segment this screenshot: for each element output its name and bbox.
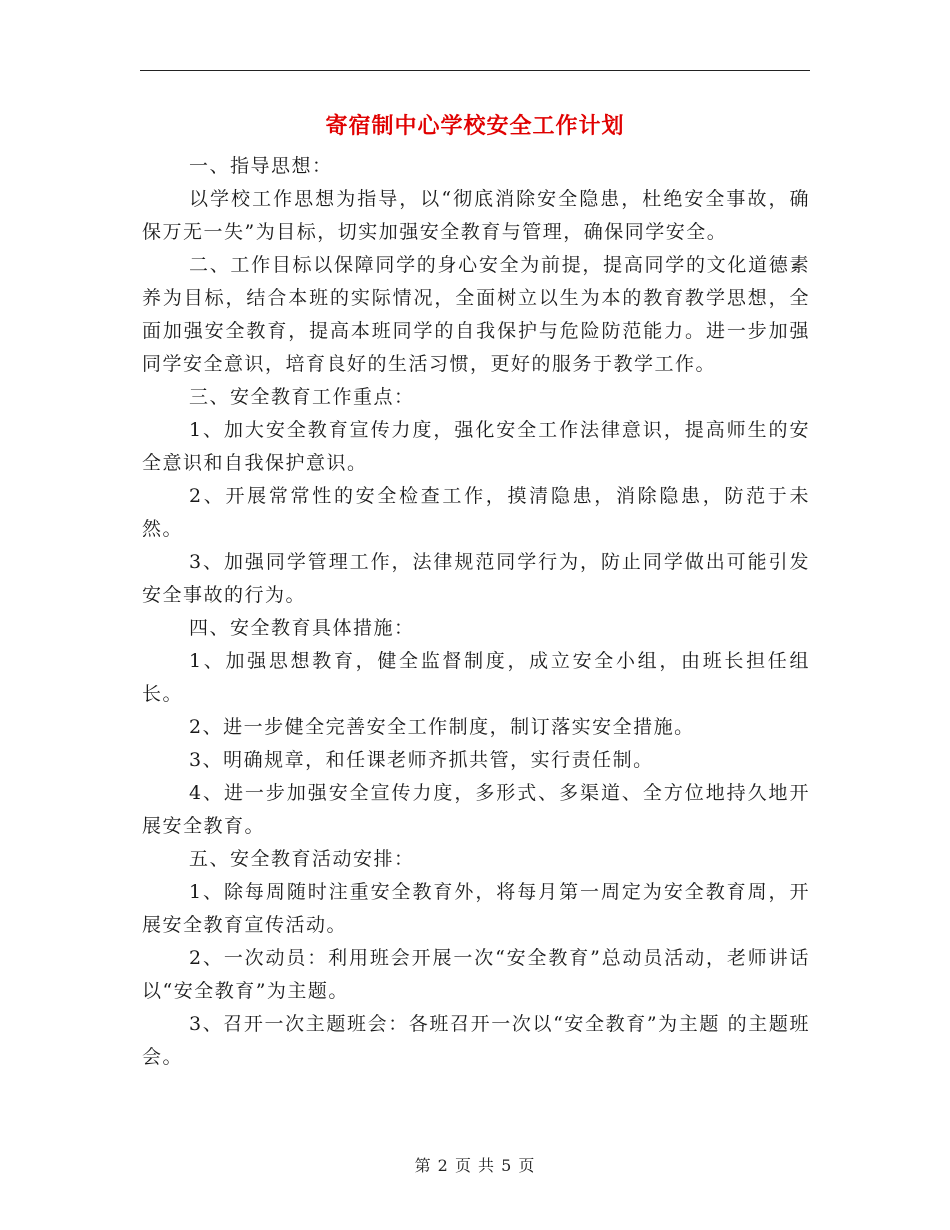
paragraph: 以学校工作思想为指导，以“彻底消除安全隐患，杜绝安全事故，确保万无一失”为目标，切实加强安全教育与管理，确保同学安全。 [142,188,810,243]
page-number: 第 2 页 共 5 页 [414,1156,536,1175]
paragraph: 3、明确规章，和任课老师齐抓共管，实行责任制。 [189,749,654,771]
paragraph: 3、召开一次主题班会：各班召开一次以“安全教育”为主题 的主题班会。 [142,1013,810,1068]
paragraph: 1、加强思想教育，健全监督制度，成立安全小组，由班长担任组长。 [142,650,810,705]
paragraph: 2、一次动员：利用班会开展一次“安全教育”总动员活动，老师讲话以“安全教育”为主题。 [142,947,810,1002]
paragraph: 1、除每周随时注重安全教育外，将每月第一周定为安全教育周，开展安全教育宣传活动。 [142,881,810,936]
paragraph: 一、指导思想： [189,155,333,177]
paragraph: 四、安全教育具体措施： [189,617,415,639]
header-rule [140,70,810,71]
page-title: 寄宿制中心学校安全工作计划 [325,114,625,139]
paragraph: 三、安全教育工作重点： [189,386,415,408]
paragraph: 3、加强同学管理工作，法律规范同学行为，防止同学做出可能引发安全事故的行为。 [142,551,810,606]
paragraph: 4、进一步加强安全宣传力度，多形式、多渠道、全方位地持久地开展安全教育。 [142,782,810,837]
document-body [142,150,810,1074]
paragraph: 2、开展常常性的安全检查工作，摸清隐患，消除隐患，防范于未然。 [142,485,810,540]
paragraph: 五、安全教育活动安排： [189,848,415,870]
paragraph: 1、加大安全教育宣传力度，强化安全工作法律意识，提高师生的安全意识和自我保护意识。 [142,419,810,474]
paragraph: 2、进一步健全完善安全工作制度，制订落实安全措施。 [189,716,695,738]
paragraph: 二、工作目标以保障同学的身心安全为前提，提高同学的文化道德素养为目标，结合本班的实际情况，全面树立以生为本的教育教学思想，全面加强安全教育，提高本班同学的自我保护与危险防范能力。进一步加强同学安全意识，培育良好的生活习惯，更好的服务于教学工作。 [142,254,810,375]
